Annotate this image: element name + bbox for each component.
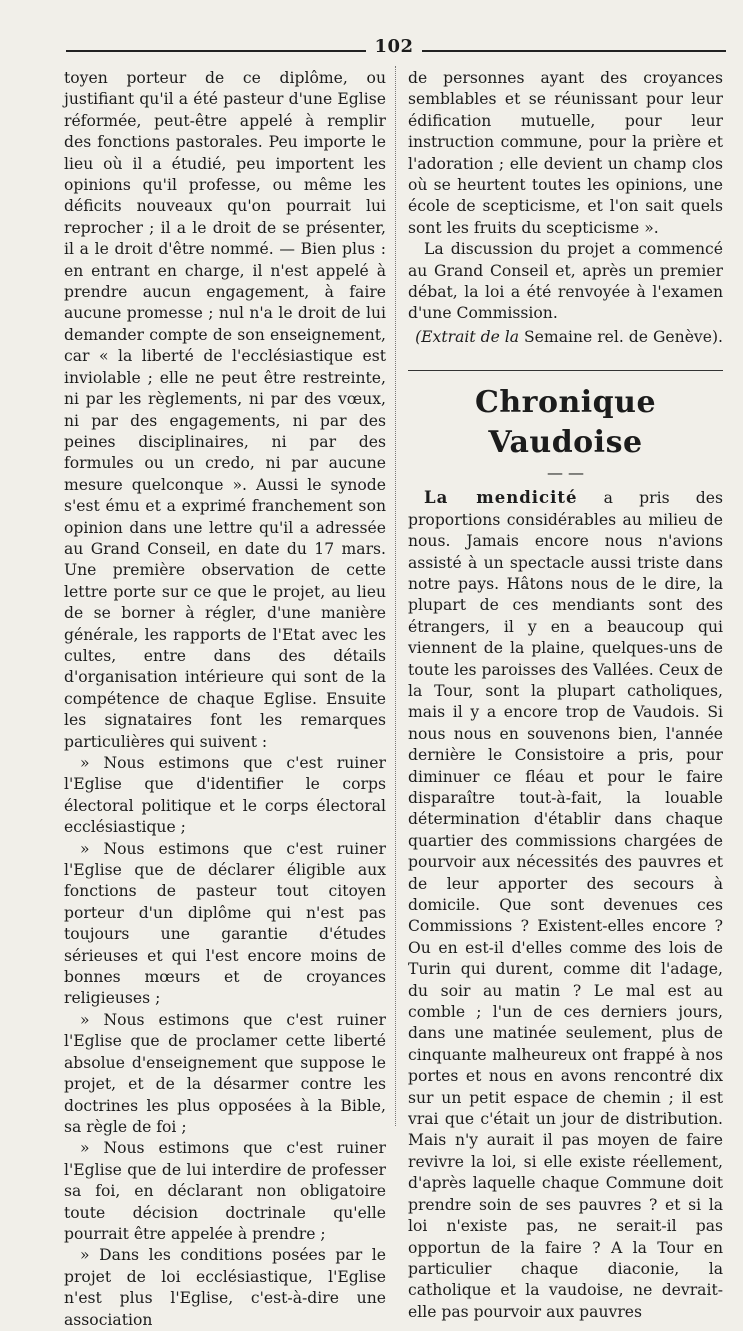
right-column — [408, 68, 723, 1323]
source-suffix: Semaine rel. de Genève). — [519, 327, 723, 346]
section-title: Chronique Vaudoise — [474, 385, 657, 461]
left-paragraph-1: toyen porteur de ce diplôme, ou justifiant qu'il a été pasteur d'une Eglise réformée, peut-être appelé à remplir des fonctions pastorales. Peu importe le lieu où il a étudié, peu importent les opinions qu'il professe, ou même les déficits nouveaux qu'on pourrait lui reprocher ; il a le droit de se présenter, il a le droit d'être nommé. — Bien plus : en entrant en charge, il n'est appelé à prendre aucun engagement, à faire aucune promesse ; nul n'a le droit de lui demander compte de son enseignement, car « la liberté de l'ecclésiastique est inviolable ; elle ne peut être restreinte, ni par les règlements, ni par des vœux, ni par des engagements, ni par des peines disciplinaires, ni par des formules ou un credo, ni par aucune mesure quelconque ». Aussi le synode s'est ému et a exprimé franchement son opinion dans une lettre qu'il a adressée au Grand Conseil, en date du 17 mars. Une première observation de cette lettre porte sur ce que le projet, au lieu de se borner à régler, d'une manière générale, les rapports de l'Etat avec les cultes, entre dans des détails d'organisation intérieure qui sont de la compétence de chaque Eglise. Ensuite les signataires font les remarques particulières qui suivent : — [64, 69, 386, 751]
page-number: 102 — [374, 36, 414, 57]
lead-word: La mendicité — [424, 488, 578, 508]
left-paragraph-5: » Nous estimons que c'est ruiner l'Eglise que de lui interdire de professer sa foi, en déclarant non obligatoire toute décision doctrinale qu'elle pourrait être appelée à prendre ; — [64, 1139, 386, 1243]
section-separator — [408, 370, 723, 371]
left-paragraph-6: » Dans les conditions posées par le projet de loi ecclésiastique, l'Eglise n'est plus l'Eglise, c'est-à-dire une association — [64, 1246, 386, 1329]
source-citation — [408, 327, 723, 348]
section-body — [408, 487, 723, 1323]
left-column — [64, 68, 386, 1331]
column-divider — [395, 66, 397, 1126]
right-paragraph-1: de personnes ayant des croyances semblables et se réunissant pour leur édification mutuelle, pour leur instruction commune, pour la prière et l'adoration ; elle devient un champ clos où se heurtent toutes les opinions, une école de scepticisme, et l'on sait quels sont les fruits du scepticisme ». — [408, 69, 723, 237]
page-header — [66, 36, 726, 62]
section-text: a pris des proportions considérables au milieu de nous. Jamais encore nous n'avions assisté à un spectacle aussi triste dans notre pays. Hâtons nous de le dire, la plupart de ces mendiants sont des étrangers, il y en a beaucoup qui viennent de la plaine, quelques-uns de toute les paroisses des Vallées. Ceux de la Tour, sont la plupart catholiques, mais il y a encore trop de Vaudois. Si nous nous en souvenons bien, l'année dernière le Consistoire a pris, pour diminuer ce fléau et pour le faire disparaître tout-à-fait, la louable détermination d'établir dans chaque quartier des commissions chargées de pourvoir aux nécessités des pauvres et de leur apporter des secours à domicile. Que sont devenues ces Commissions ? Existent-elles encore ? Ou en est-il d'elles comme des lois de Turin qui durent, comme dit l'adage, du soir au matin ? Le mal est au comble ; l'un de ces derniers jours, dans une matinée seulement, plus de cinquante malheureux ont frappé à nos portes et nous en avons rencontré dix sur un petit espace de chemin ; il est vrai que c'était un jour de distribution. Mais n'y aurait il pas moyen de faire revivre la loi, si elle existe réellement, d'après laquelle chaque Commune doit prendre soin de ses pauvres ? et si la loi n'existe pas, ne serait-il pas opportun de la faire ? A la Tour en particulier chaque diaconie, la catholique et la vaudoise, ne devrait-elle pas pourvoir aux pauvres — [408, 489, 723, 1321]
right-paragraph-2: La discussion du projet a commencé au Grand Conseil et, après un premier débat, la loi a été renvoyée à l'examen d'une Commission. — [408, 240, 723, 323]
header-rule-right — [422, 50, 726, 52]
left-paragraph-2: » Nous estimons que c'est ruiner l'Eglise que d'identifier le corps électoral politique et le corps électoral ecclésiastique ; — [64, 754, 386, 837]
left-paragraph-3: » Nous estimons que c'est ruiner l'Eglise que de déclarer éligible aux fonctions de pasteur tout citoyen porteur d'un diplôme qui n'est pas toujours une garantie d'études sérieuses et qui l'est encore moins de bonnes mœurs et de croyances religieuses ; — [64, 839, 386, 1008]
section-dash: — — — [546, 463, 585, 483]
source-prefix: (Extrait de la — [415, 327, 520, 346]
left-paragraph-4: » Nous estimons que c'est ruiner l'Eglise que de proclamer cette liberté absolue d'enseignement que suppose le projet, et de la désarmer contre les doctrines les plus opposées à la Bible, sa règle de foi ; — [64, 1010, 386, 1136]
header-rule-left — [66, 50, 366, 52]
